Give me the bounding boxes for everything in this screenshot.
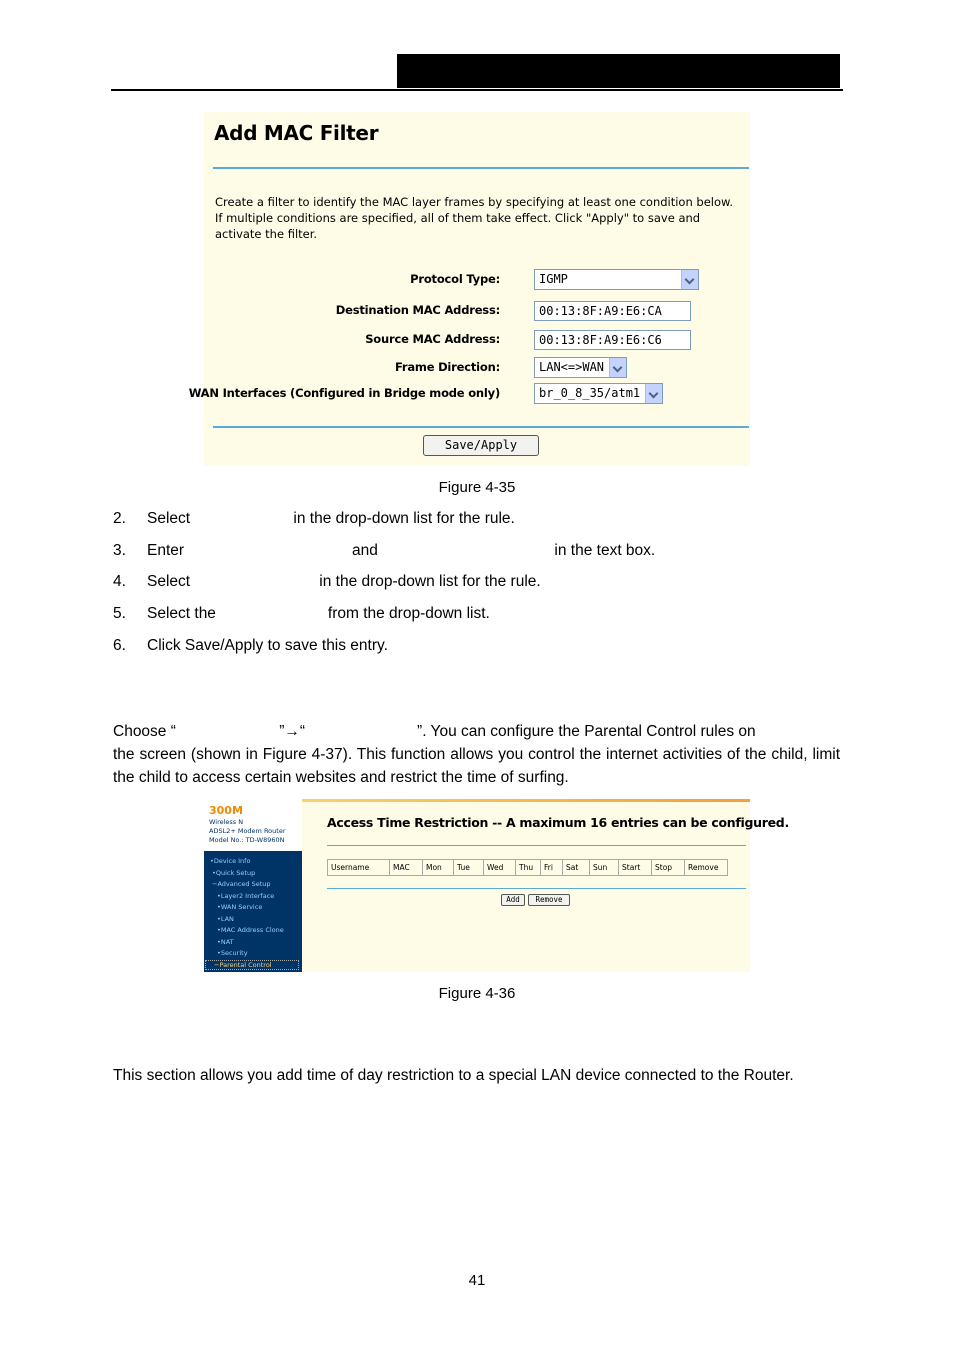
column-header: Remove [685, 860, 728, 876]
sidebar-item-device-info[interactable]: •Device Info [210, 857, 251, 865]
destination-mac-label: Destination MAC Address: [335, 303, 500, 317]
column-header: Wed [484, 860, 516, 876]
table-header-row [328, 860, 728, 876]
sidebar-item-mac-address-clone[interactable]: •MAC Address Clone [217, 926, 284, 934]
frame-direction-select[interactable] [534, 357, 627, 378]
form-divider [213, 426, 749, 428]
sidebar-item-security[interactable]: •Security [217, 949, 248, 957]
sidebar [204, 799, 302, 972]
filter-description: Create a filter to identify the MAC layer frames by specifying at least one condition below. If multiple conditions are specified, all of them take effect. Click "Apply" to save and activate the filter. [215, 195, 734, 241]
column-header: Stop [652, 860, 685, 876]
chevron-down-icon [609, 358, 626, 377]
protocol-type-value: IGMP [539, 272, 568, 286]
wan-interfaces-select[interactable] [534, 383, 663, 404]
column-header: MAC [390, 860, 423, 876]
destination-mac-input[interactable]: 00:13:8F:A9:E6:CA [534, 301, 691, 321]
column-header: Username [328, 860, 390, 876]
column-header: Sat [563, 860, 590, 876]
add-button[interactable]: Add [501, 894, 525, 906]
remove-button[interactable]: Remove [528, 894, 570, 906]
column-header: Sun [590, 860, 619, 876]
header-rule [111, 89, 843, 91]
page-title: Add MAC Filter [214, 121, 379, 145]
sidebar-item-advanced-setup[interactable]: −Advanced Setup [212, 880, 271, 888]
brand-logo: 300M Wireless N ADSL2+ Modem Router Model No.: TD-W8960N [204, 799, 302, 851]
source-mac-input[interactable]: 00:13:8F:A9:E6:C6 [534, 330, 691, 350]
table-divider [327, 888, 746, 889]
wan-interfaces-value: br_0_8_35/atm1 [539, 386, 641, 400]
column-header: Fri [541, 860, 563, 876]
figure-caption: Figure 4-36 [438, 985, 516, 1002]
chevron-down-icon [681, 270, 698, 289]
sidebar-item-layer2-interface[interactable]: •Layer2 Interface [217, 892, 275, 900]
figure-caption: Figure 4-35 [438, 479, 516, 496]
title-divider [327, 845, 746, 846]
parental-control-screenshot [204, 799, 789, 972]
column-header: Thu [516, 860, 541, 876]
header-bar [397, 54, 840, 88]
sidebar-item-parental-control[interactable]: −Parental Control [205, 960, 299, 970]
protocol-type-label: Protocol Type: [410, 272, 500, 286]
page-number: 41 [468, 1272, 486, 1289]
save-apply-button[interactable]: Save/Apply [423, 435, 539, 456]
paragraph: the screen (shown in Figure 4-37). This function allows you control the internet activities of the child, limit the child to access certain websites and restrict the time of surfing. [113, 746, 840, 786]
sidebar-item-lan[interactable]: •LAN [217, 915, 234, 923]
restriction-table [327, 859, 728, 876]
frame-direction-label: Frame Direction: [394, 360, 500, 374]
column-header: Mon [423, 860, 454, 876]
paragraph-line: Choose “ ”→“ ”. You can configure the Parental Control rules on [113, 723, 756, 740]
paragraph: This section allows you add time of day restriction to a special LAN device connected to the Router. [113, 1067, 794, 1084]
source-mac-label: Source MAC Address: [365, 332, 500, 346]
access-time-restriction-title: Access Time Restriction -- A maximum 16 entries can be configured. [327, 815, 789, 830]
sidebar-item-quick-setup[interactable]: •Quick Setup [212, 869, 256, 877]
chevron-down-icon [645, 384, 662, 403]
frame-direction-value: LAN<=>WAN [539, 360, 605, 374]
wan-interfaces-label: WAN Interfaces (Configured in Bridge mode only) [188, 386, 500, 400]
protocol-type-select[interactable] [534, 269, 699, 290]
sidebar-item-nat[interactable]: •NAT [217, 938, 234, 946]
add-mac-filter-screenshot [188, 112, 750, 466]
column-header: Tue [454, 860, 484, 876]
top-band [302, 799, 750, 802]
sidebar-item-wan-service[interactable]: •WAN Service [217, 903, 263, 911]
title-divider [213, 167, 749, 169]
column-header: Start [619, 860, 652, 876]
